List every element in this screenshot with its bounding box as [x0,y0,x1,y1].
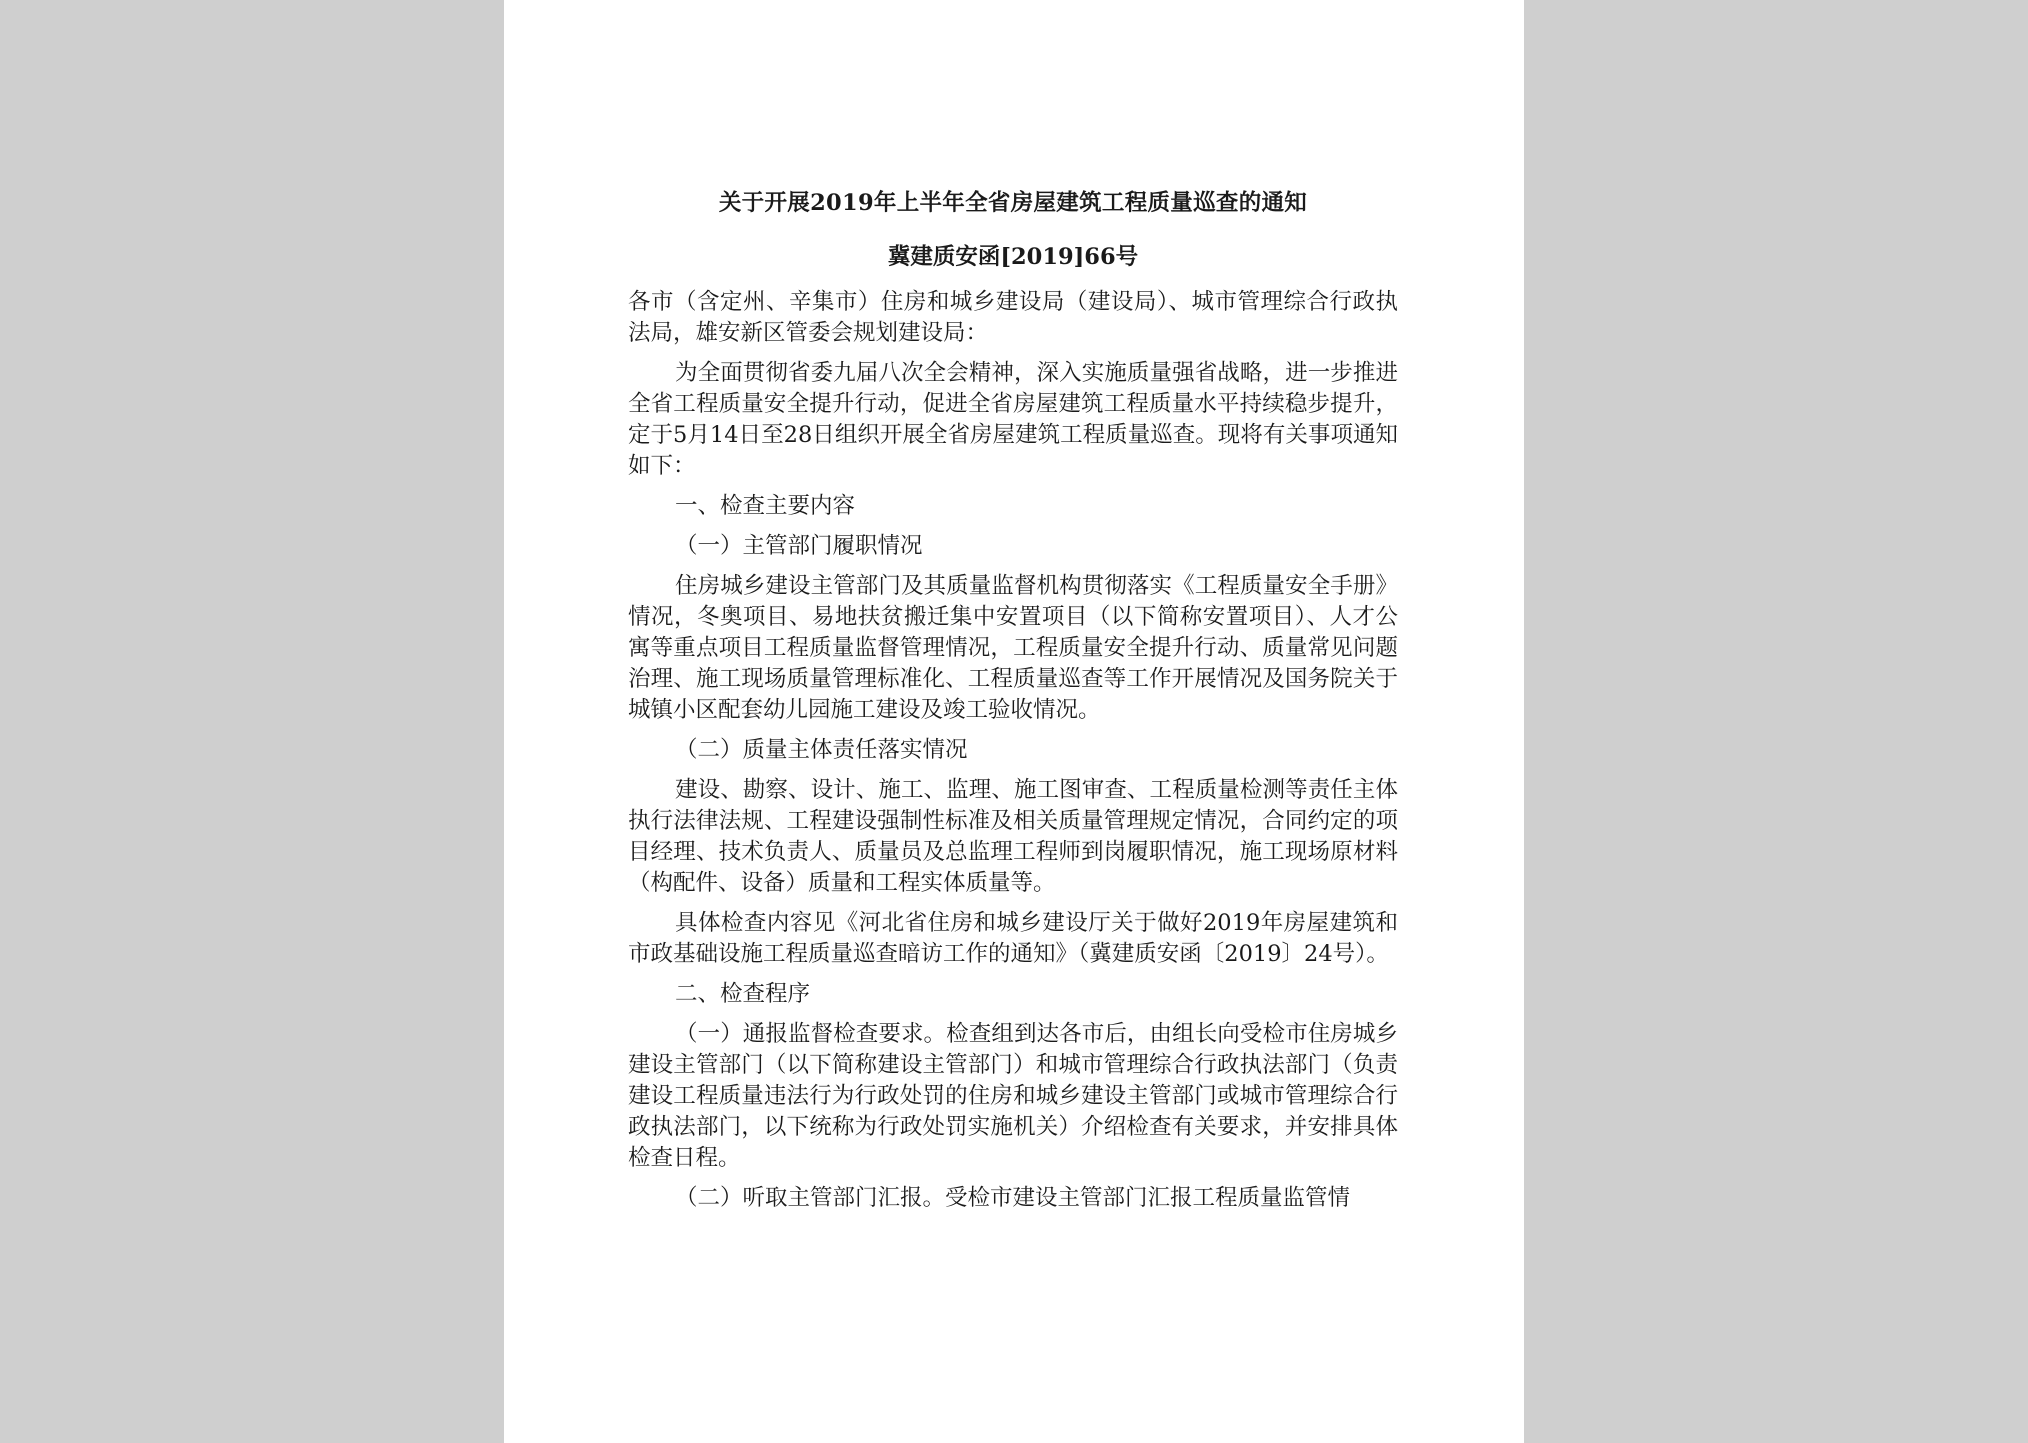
recipients-paragraph: 各市（含定州、辛集市）住房和城乡建设局（建设局）、城市管理综合行政执法局，雄安新区管委会规划建设局： [628,289,1398,346]
document-title: 关于开展2019年上半年全省房屋建筑工程质量巡查的通知 [718,190,1308,216]
section-1-detail-paragraph: 具体检查内容见《河北省住房和城乡建设厅关于做好2019年房屋建筑和市政基础设施工程质量巡查暗访工作的通知》（冀建质安函〔2019〕24号）。 [628,910,1398,967]
section-2-item-2: （二）听取主管部门汇报。受检市建设主管部门汇报工程质量监管情 [675,1185,1351,1211]
document-page [504,0,1524,1443]
section-1-sub-2-body: 建设、勘察、设计、施工、监理、施工图审查、工程质量检测等责任主体执行法律法规、工程建设强制性标准及相关质量管理规定情况，合同约定的项目经理、技术负责人、质量员及总监理工程师到岗履职情况，施工现场原材料（构配件、设备）质量和工程实体质量等。 [628,777,1398,896]
section-1-heading: 一、检查主要内容 [675,493,856,519]
section-1-sub-1-body: 住房城乡建设主管部门及其质量监督机构贯彻落实《工程质量安全手册》情况，冬奥项目、易地扶贫搬迁集中安置项目（以下简称安置项目）、人才公寓等重点项目工程质量监督管理情况，工程质量安全提升行动、质量常见问题治理、施工现场质量管理标准化、工程质量巡查等工作开展情况及国务院关于城镇小区配套幼儿园施工建设及竣工验收情况。 [628,573,1398,723]
section-2-item-1: （一）通报监督检查要求。检查组到达各市后，由组长向受检市住房城乡建设主管部门（以下简称建设主管部门）和城市管理综合行政执法部门（负责建设工程质量违法行为行政处罚的住房和城乡建设主管部门或城市管理综合行政执法部门，以下统称为行政处罚实施机关）介绍检查有关要求，并安排具体检查日程。 [628,1021,1398,1171]
section-1-sub-2-heading: （二）质量主体责任落实情况 [675,737,968,763]
section-2-heading: 二、检查程序 [675,981,811,1007]
document-number: 冀建质安函[2019]66号 [887,244,1139,270]
intro-paragraph: 为全面贯彻省委九届八次全会精神，深入实施质量强省战略，进一步推进全省工程质量安全提升行动，促进全省房屋建筑工程质量水平持续稳步提升，定于5月14日至28日组织开展全省房屋建筑工程质量巡查。现将有关事项通知如下： [628,360,1398,479]
section-1-sub-1-heading: （一）主管部门履职情况 [675,533,923,559]
